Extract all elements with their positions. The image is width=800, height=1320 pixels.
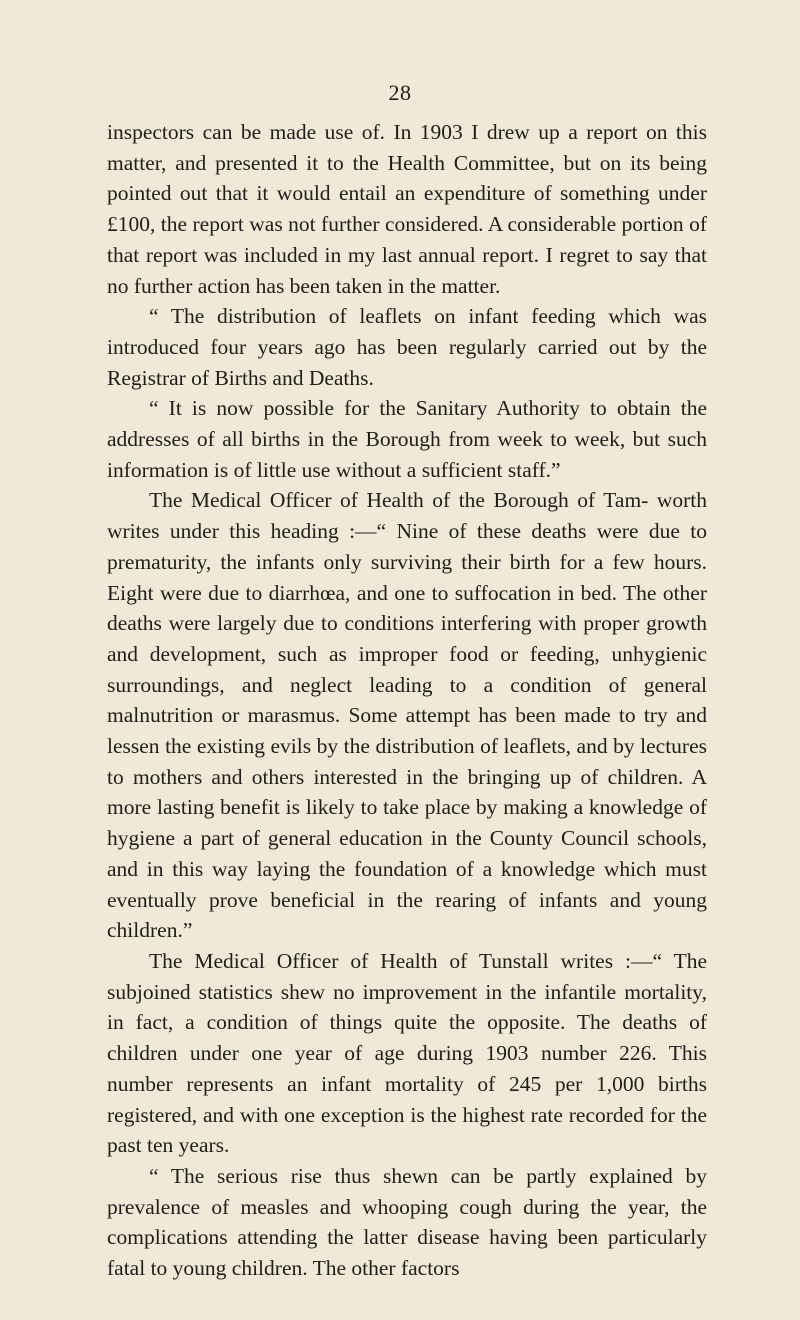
paragraph: “ The serious rise thus shewn can be partly explained by prevalence of measles and whooping cough during the year, the complications attending the latter disease having been particularly fatal to young children. The other factors [107, 1163, 707, 1281]
paragraph: “ The distribution of leaflets on infant feeding which was introduced four years ago has been regularly carried out by the Registrar of Births and Deaths. [107, 304, 707, 390]
paragraph: inspectors can be made use of. In 1903 I drew up a report on this matter, and presented it to the Health Committee, but on its being pointed out that it would entail an expenditure of something under £100, the report was not further considered. A considerable portion of that report was included in my last annual report. I regret to say that no further action has been taken in the matter. [107, 120, 707, 298]
paragraph: “ It is now possible for the Sanitary Authority to obtain the addresses of all births in the Borough from week to week, but such information is of little use without a sufficient staff.” [107, 396, 707, 482]
paragraph: The Medical Officer of Health of Tunstall writes :—“ The subjoined statistics shew no improvement in the infantile mortality, in fact, a condition of things quite the opposite. The deaths of children under one year of age during 1903 number 226. This number represents an infant mortality of 245 per 1,000 births registered, and with one exception is the highest rate recorded for the past ten years. [107, 948, 707, 1158]
paragraph: The Medical Officer of Health of the Borough of Tam- worth writes under this heading :—“ Nine of these deaths were due to prematurity, the infants only surviving their birth for a few hours. Eight were due to diarrhœa, and one to suffocation in bed. The other deaths were largely due to conditions interfering with proper growth and development, such as improper food or feeding, unhygienic surroundings, and neglect leading to a condition of general malnutrition or marasmus. Some attempt has been made to try and lessen the existing evils by the distribution of leaflets, and by lectures to mothers and others interested in the bringing up of children. A more lasting benefit is likely to take place by making a knowledge of hygiene a part of general education in the County Council schools, and in this way laying the foundation of a knowledge which must eventually prove beneficial in the rearing of infants and young children.” [107, 488, 707, 943]
page-number: 28 [388, 80, 412, 105]
body-text [107, 117, 707, 1284]
